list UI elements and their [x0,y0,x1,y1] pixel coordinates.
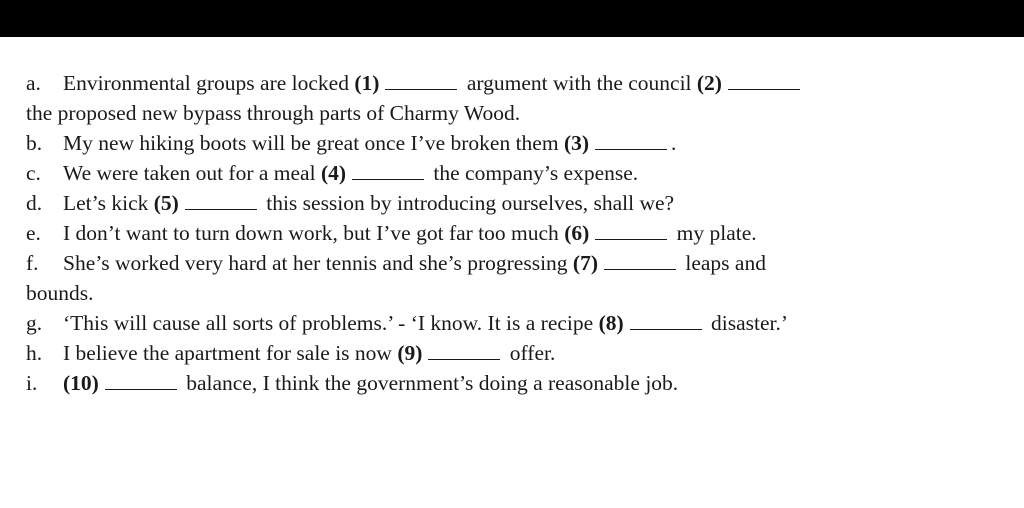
sentence-text: bounds. [26,281,94,305]
sentence-text: She’s worked very hard at her tennis and she’s progressing [63,251,573,275]
item-label: h. [26,341,43,365]
answer-blank[interactable] [728,71,800,90]
sentence-text: Environmental groups are locked [63,71,355,95]
blank-number: (5) [153,191,179,215]
blank-number: (1) [354,71,380,95]
blank-number: (10) [63,371,99,395]
sentence-text: ‘This will cause all sorts of problems.’ - ‘I know. It is a recipe [63,311,599,335]
exercise-list [26,68,926,398]
sentence-text: argument with the council [461,71,697,95]
sentence-text: We were taken out for a meal [63,161,321,185]
answer-blank[interactable] [630,311,702,330]
sentence-text: this session by introducing ourselves, shall we? [260,191,675,215]
blank-number: (4) [320,161,347,185]
exercise-item-continuation [26,278,926,308]
item-label: g. [26,311,43,335]
item-label: e. [26,221,41,245]
sentence-text: I believe the apartment for sale is now [63,341,398,365]
blank-number: (6) [564,221,590,245]
blank-number: (2) [696,71,722,95]
answer-blank[interactable] [604,251,676,270]
sentence-text: Let’s kick [63,191,154,215]
sentence-text: leaps and [680,251,766,275]
answer-blank[interactable] [352,161,424,180]
sentence-text: I don’t want to turn down work, but I’ve got far too much [63,221,565,245]
exercise-item-b [26,128,926,158]
top-black-bar [0,0,1024,37]
exercise-item-a [26,68,926,98]
answer-blank[interactable] [595,221,667,240]
exercise-item-c [26,158,926,188]
sentence-text: . [671,131,677,155]
exercise-item-h [26,338,926,368]
blank-number: (7) [572,251,598,275]
answer-blank[interactable] [185,191,257,210]
exercise-item-f [26,248,926,278]
exercise-item-e [26,218,926,248]
blank-number: (8) [598,311,624,335]
exercise-item-d [26,188,926,218]
answer-blank[interactable] [385,71,457,90]
answer-blank[interactable] [428,341,500,360]
item-label: a. [26,71,41,95]
answer-blank[interactable] [105,371,177,390]
exercise-item-i [26,368,926,398]
sentence-text: the company’s expense. [428,161,639,185]
sentence-text: offer. [504,341,556,365]
item-label: c. [26,161,41,185]
blank-number: (3) [563,131,590,155]
sentence-text: My new hiking boots will be great once I’ve broken them [63,131,564,155]
sentence-text: the proposed new bypass through parts of Charmy Wood. [26,101,521,125]
item-label: i. [26,371,38,395]
item-label: f. [26,251,39,275]
exercise-item-g [26,308,926,338]
sentence-text: my plate. [671,221,757,245]
exercise-item-continuation [26,98,926,128]
blank-number: (9) [397,341,423,365]
item-label: b. [26,131,43,155]
sentence-text: balance, I think the government’s doing a reasonable job. [180,371,679,395]
item-label: d. [26,191,43,215]
sentence-text: disaster.’ [705,311,789,335]
answer-blank[interactable] [595,131,667,150]
